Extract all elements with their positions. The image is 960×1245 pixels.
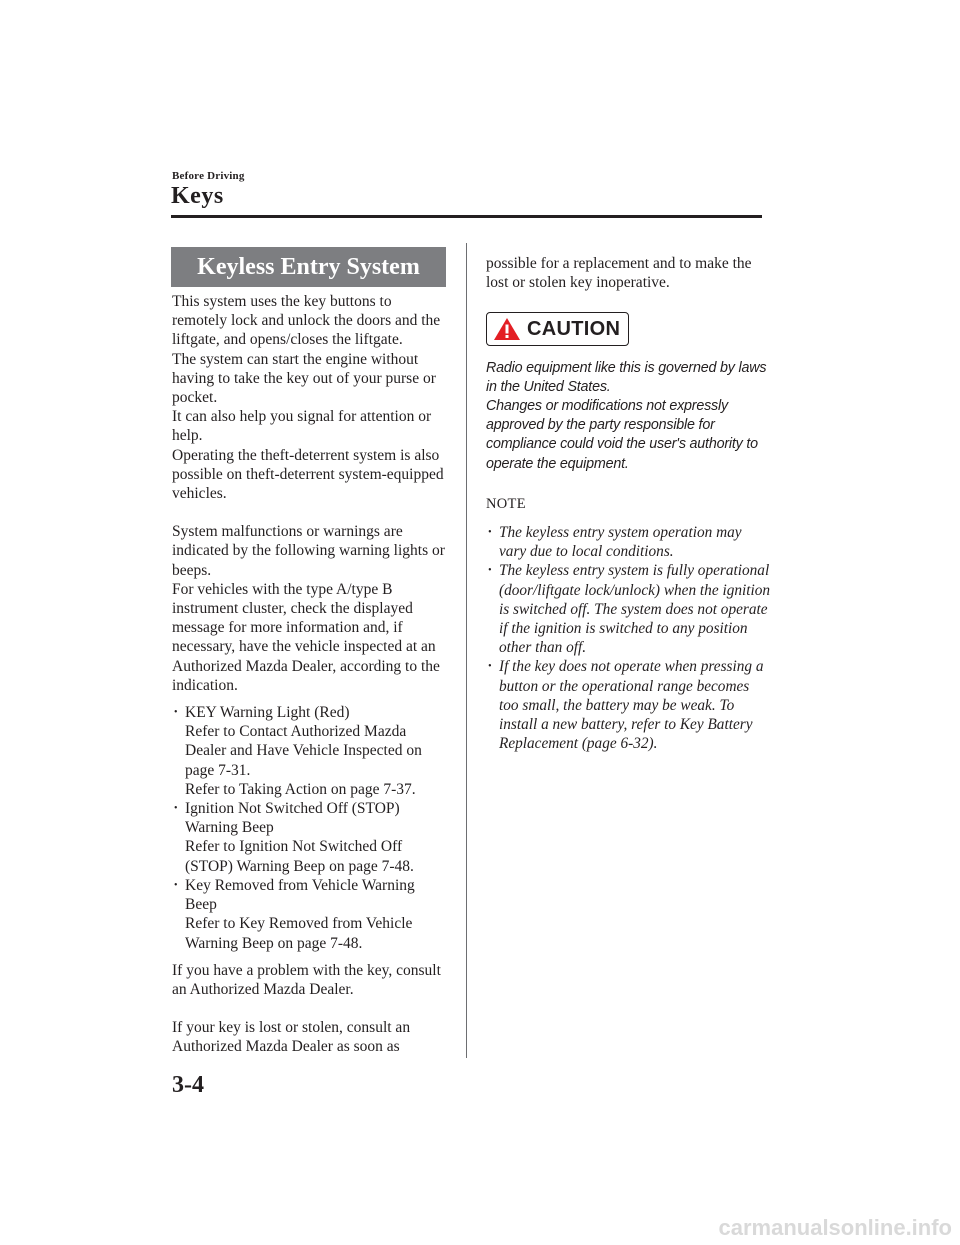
caution-paragraph: Changes or modifications not expressly approved by the party responsible for compliance could void the user's authority to operate the equipment. [486,398,758,472]
note-item [486,657,771,753]
page-reference: Refer to Ignition Not Switched Off (STOP) Warning Beep on page 7-48. [185,838,414,875]
caution-body [486,359,771,474]
section-title: Keyless Entry System [197,253,420,280]
right-column [486,254,771,753]
bullet-icon: • [174,707,178,719]
chapter-title: Keys [171,183,224,209]
list-item [172,703,447,799]
note-text: The keyless entry system is fully operational (door/liftgate lock/unlock) when the ignition is switched off. The system does not operate if the ignition is switched to any position other than off. [499,562,771,657]
caution-paragraph: Radio equipment like this is governed by laws in the United States. [486,359,767,395]
list-item [172,876,447,953]
caution-label: CAUTION [527,317,621,340]
warning-triangle-icon [493,317,521,341]
column-divider [466,243,467,1058]
list-item-title: Key Removed from Vehicle Warning Beep [185,876,415,914]
note-list [486,523,771,753]
list-item [172,799,447,876]
paragraph: If you have a problem with the key, consult an Authorized Mazda Dealer. [172,961,441,998]
section-title-bar [171,247,446,287]
page-reference: Refer to Contact Authorized Mazda Dealer and Have Vehicle Inspected on page 7-31. [185,723,422,779]
note-item [486,561,771,657]
list-item-title: KEY Warning Light (Red) [185,704,350,722]
intro-paragraph: This system uses the key buttons to remotely lock and unlock the doors and the liftgate, and opens/closes the liftgate. [172,293,441,349]
svg-text:carmanualsonline.info: carmanualsonline.info [718,1215,952,1240]
note-text: The keyless entry system operation may vary due to local conditions. [499,524,742,561]
paragraph: It can also help you signal for attention or help. [172,408,432,445]
paragraph: System malfunctions or warnings are indicated by the following warning lights or beeps. [172,523,445,579]
warning-list [172,703,447,953]
list-item-title: Ignition Not Switched Off (STOP) Warning Beep [185,800,400,837]
paragraph: For vehicles with the type A/type B instrument cluster, check the displayed message for more information and, if necessary, have the vehicle inspected at an Authorized Mazda Dealer, according to the indication. [172,580,440,694]
header-rule [171,215,762,218]
note-label: NOTE [486,495,526,512]
note-text: If the key does not operate when pressing a button or the operational range becomes too small, the battery may be weak. To install a new battery, refer to Key Battery Replacement (page 6-32). [499,658,764,753]
page-number: 3-4 [172,1072,204,1098]
watermark-logo [630,1205,960,1245]
paragraph: The system can start the engine without having to take the key out of your purse or pocket. [172,350,436,407]
page-reference: Refer to Key Removed from Vehicle Warning Beep on page 7-48. [185,915,413,952]
bullet-icon: • [488,565,492,577]
caution-box [486,312,629,346]
page-reference: Refer to Taking Action on page 7-37. [185,780,416,798]
paragraph: If your key is lost or stolen, consult an Authorized Mazda Dealer as soon as [172,1019,411,1056]
section-label: Before Driving [172,170,245,182]
paragraph: Operating the theft-deterrent system is also possible on theft-deterrent system-equipped vehicles. [172,446,444,503]
bullet-icon: • [174,803,178,815]
bullet-icon: • [488,527,492,539]
continuation-paragraph: possible for a replacement and to make the lost or stolen key inoperative. [486,255,752,292]
left-column [172,292,447,1057]
bullet-icon: • [488,661,492,673]
bullet-icon: • [174,879,178,891]
note-item [486,523,771,561]
